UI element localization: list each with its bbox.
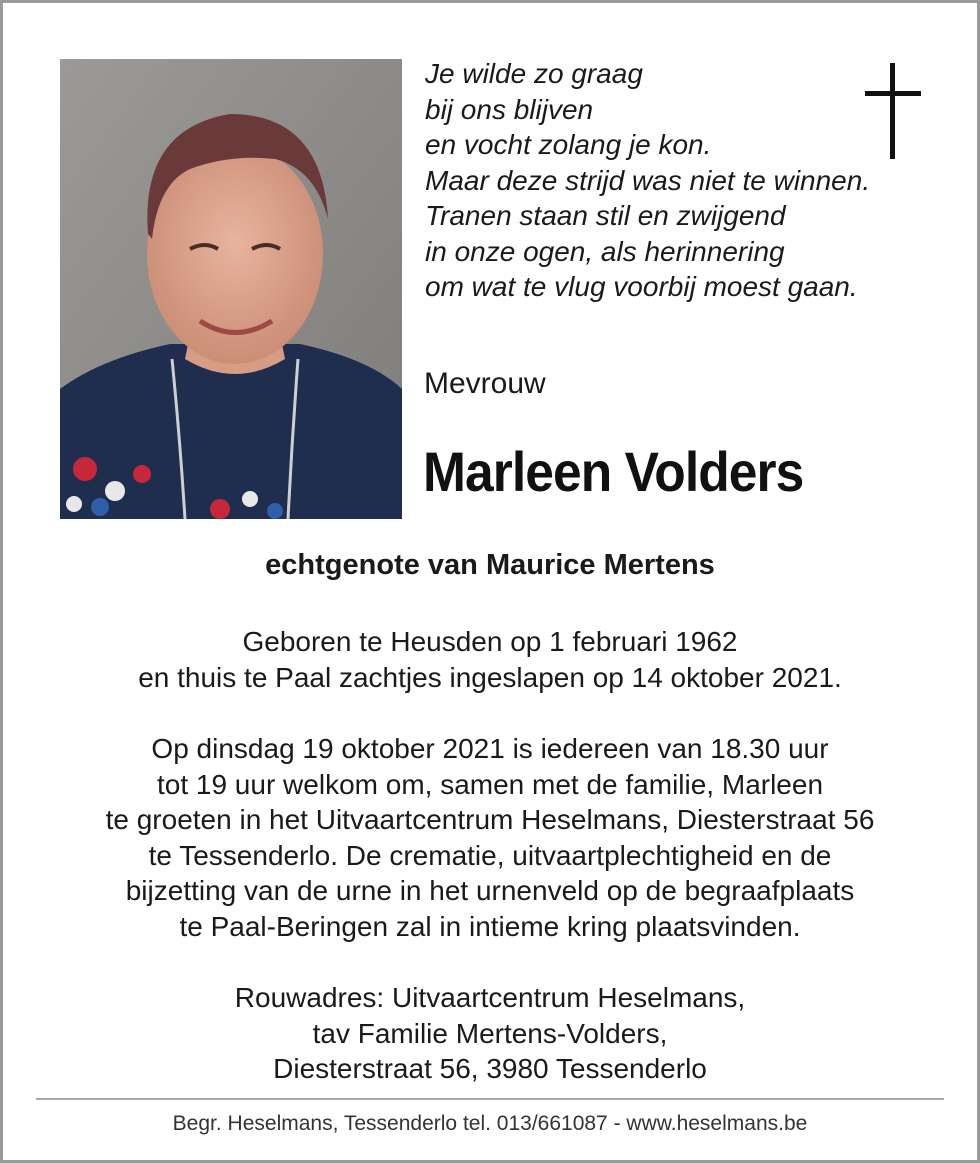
ceremony-text bbox=[3, 731, 977, 944]
text-line: te Tessenderlo. De crematie, uitvaartplechtigheid en de bbox=[148, 839, 832, 871]
poem-line: bij ons blijven bbox=[425, 93, 594, 125]
text-line: Rouwadres: Uitvaartcentrum Heselmans, bbox=[234, 982, 746, 1013]
text-line: te groeten in het Uitvaartcentrum Heselmans, Diesterstraat 56 bbox=[105, 804, 875, 835]
text-line: tot 19 uur welkom om, samen met de familie, Marleen bbox=[156, 768, 824, 800]
text-line: tav Familie Mertens-Volders, bbox=[312, 1017, 668, 1049]
text-line: Op dinsdag 19 oktober 2021 is iedereen van 18.30 uur bbox=[151, 733, 829, 764]
mourning-address bbox=[3, 980, 977, 1087]
poem-line: Je wilde zo graag bbox=[425, 58, 643, 89]
text-line: Geboren te Heusden op 1 februari 1962 bbox=[242, 626, 738, 657]
spouse-line: echtgenote van Maurice Mertens bbox=[265, 549, 715, 581]
text-line: en thuis te Paal zachtjes ingeslapen op 14 oktober 2021. bbox=[138, 661, 842, 693]
funeral-home-footer: Begr. Heselmans, Tessenderlo tel. 013/661087 - www.heselmans.be bbox=[172, 1112, 808, 1135]
portrait-illustration bbox=[60, 59, 402, 519]
cross-icon bbox=[865, 63, 921, 159]
footer-divider bbox=[36, 1098, 944, 1100]
text-line: bijzetting van de urne in het urnenveld op de begraafplaats bbox=[125, 875, 855, 906]
birth-death-text bbox=[3, 624, 977, 695]
portrait-photo bbox=[60, 59, 402, 519]
poem-line: om wat te vlug voorbij moest gaan. bbox=[425, 271, 858, 302]
poem-line: in onze ogen, als herinnering bbox=[425, 235, 785, 267]
honorific-title: Mevrouw bbox=[424, 367, 546, 400]
poem-line: Maar deze strijd was niet te winnen. bbox=[425, 164, 871, 196]
poem-line: Tranen staan stil en zwijgend bbox=[425, 200, 786, 231]
poem-line: en vocht zolang je kon. bbox=[425, 129, 712, 160]
text-line: te Paal-Beringen zal in intieme kring plaatsvinden. bbox=[179, 910, 801, 942]
deceased-name: Marleen Volders bbox=[423, 440, 804, 503]
text-line: Diesterstraat 56, 3980 Tessenderlo bbox=[273, 1053, 707, 1084]
